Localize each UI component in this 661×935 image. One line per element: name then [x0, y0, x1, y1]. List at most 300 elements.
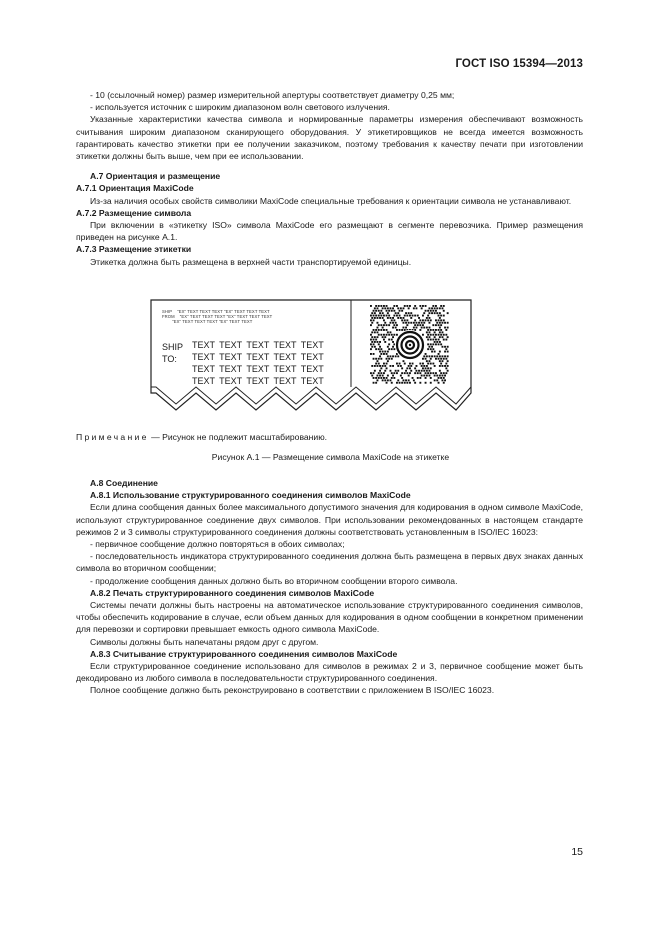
maxicode-module — [399, 315, 401, 317]
maxicode-module — [396, 334, 398, 336]
maxicode-module — [378, 310, 380, 312]
maxicode-module — [386, 324, 388, 326]
maxicode-module — [404, 329, 406, 331]
maxicode-module — [371, 331, 373, 333]
maxicode-module — [445, 363, 447, 365]
text-row-2: TEXT TEXT TEXT TEXT TEXT — [192, 352, 324, 362]
maxicode-module — [391, 377, 393, 379]
maxicode-module — [393, 348, 395, 350]
maxicode-module — [384, 336, 386, 338]
maxicode-module — [429, 331, 431, 333]
maxicode-module — [425, 367, 427, 369]
maxicode-module — [429, 327, 431, 329]
maxicode-module — [391, 310, 393, 312]
maxicode-module — [392, 336, 394, 338]
figure-caption: Рисунок А.1 — Размещение символа MaxiCode на этикетке — [211, 452, 450, 462]
maxicode-module — [404, 315, 406, 317]
maxicode-module — [439, 312, 441, 314]
maxicode-module — [387, 312, 389, 314]
maxicode-module — [403, 379, 405, 381]
maxicode-module — [386, 353, 388, 355]
maxicode-module — [375, 348, 377, 350]
maxicode-module — [447, 346, 449, 348]
maxicode-module — [438, 319, 440, 321]
maxicode-module — [422, 305, 424, 307]
maxicode-module — [378, 324, 380, 326]
maxicode-module — [418, 317, 420, 319]
maxicode-module — [408, 375, 410, 377]
maxicode-module — [399, 329, 401, 331]
maxicode-module — [377, 307, 379, 309]
maxicode-module — [436, 355, 438, 357]
maxicode-module — [431, 312, 433, 314]
paragraph-a71: Из-за наличия особых свойств символики MaxiCode специальные требования к ориентации символа не устанавливают. — [90, 195, 572, 206]
maxicode-module — [396, 372, 398, 374]
maxicode-module — [432, 334, 434, 336]
heading-a83: А.8.3 Считывание структурированного соединения символов MaxiCode — [90, 648, 398, 659]
maxicode-module — [386, 367, 388, 369]
page-number: 15 — [571, 846, 583, 858]
maxicode-module — [401, 329, 403, 331]
maxicode-module — [429, 317, 431, 319]
maxicode-module — [384, 341, 386, 343]
maxicode-module — [430, 339, 432, 341]
maxicode-module — [391, 358, 393, 360]
maxicode-module — [432, 363, 434, 365]
maxicode-module — [403, 360, 405, 362]
maxicode-module — [406, 372, 408, 374]
maxicode-module — [392, 322, 394, 324]
maxicode-module — [435, 372, 437, 374]
maxicode-module — [380, 358, 382, 360]
maxicode-module — [444, 346, 446, 348]
maxicode-module — [412, 315, 414, 317]
maxicode-module — [392, 341, 394, 343]
maxicode-module — [395, 322, 397, 324]
maxicode-module — [383, 377, 385, 379]
maxicode-module — [421, 307, 423, 309]
maxicode-module — [425, 305, 427, 307]
maxicode-module — [426, 370, 428, 372]
maxicode-module — [377, 327, 379, 329]
maxicode-module — [388, 334, 390, 336]
maxicode-module — [378, 377, 380, 379]
maxicode-module — [377, 336, 379, 338]
maxicode-module — [397, 370, 399, 372]
intro-paragraph: Указанные характеристики качества символа и нормированные параметры измерения обеспечивают возможность считывания широким диапазоном сканирующего оборудования. У этикетировщиков не всегда имеется возможность гарантировать качество этикетки при ее получении заказчиком, поэтому требования к качеству печати при изготовлении этикетки должны быть выше, чем при ее использовании. — [76, 114, 583, 162]
maxicode-module — [422, 319, 424, 321]
maxicode-module — [397, 379, 399, 381]
maxicode-module — [435, 358, 437, 360]
maxicode-module — [384, 379, 386, 381]
maxicode-module — [440, 343, 442, 345]
maxicode-module — [400, 375, 402, 377]
maxicode-module — [431, 346, 433, 348]
maxicode-module — [371, 336, 373, 338]
maxicode-module — [430, 310, 432, 312]
maxicode-module — [435, 319, 437, 321]
ship-to-text-block — [192, 339, 324, 387]
maxicode-module — [439, 375, 441, 377]
maxicode-module — [435, 343, 437, 345]
maxicode-module — [414, 329, 416, 331]
maxicode-module — [426, 327, 428, 329]
maxicode-module — [380, 324, 382, 326]
maxicode-module — [373, 339, 375, 341]
maxicode-module — [413, 379, 415, 381]
maxicode-module — [373, 310, 375, 312]
maxicode-module — [390, 317, 392, 319]
maxicode-module — [383, 329, 385, 331]
maxicode-module — [444, 379, 446, 381]
maxicode-module — [370, 343, 372, 345]
maxicode-module — [382, 375, 384, 377]
maxicode-module — [395, 370, 397, 372]
maxicode-module — [436, 341, 438, 343]
maxicode-module — [379, 341, 381, 343]
maxicode-module — [391, 334, 393, 336]
maxicode-module — [379, 355, 381, 357]
maxicode-module — [373, 315, 375, 317]
maxicode-module — [388, 358, 390, 360]
maxicode-module — [425, 310, 427, 312]
maxicode-module — [401, 377, 403, 379]
maxicode-module — [393, 377, 395, 379]
maxicode-module — [447, 322, 449, 324]
maxicode-module — [430, 377, 432, 379]
maxicode-module — [440, 377, 442, 379]
maxicode-module — [393, 319, 395, 321]
maxicode-module — [436, 379, 438, 381]
text-row-3: TEXT TEXT TEXT TEXT TEXT — [192, 364, 324, 374]
maxicode-module — [390, 365, 392, 367]
maxicode-module — [400, 307, 402, 309]
maxicode-module — [405, 322, 407, 324]
a81-bullet-1: - первичное сообщение должно повторяться в обоих символах; — [90, 539, 345, 550]
maxicode-module — [370, 334, 372, 336]
maxicode-module — [414, 367, 416, 369]
maxicode-module — [410, 370, 412, 372]
maxicode-module — [401, 319, 403, 321]
maxicode-module — [413, 322, 415, 324]
maxicode-module — [370, 319, 372, 321]
maxicode-module — [409, 382, 411, 384]
maxicode-module — [425, 372, 427, 374]
maxicode-module — [439, 327, 441, 329]
maxicode-module — [430, 382, 432, 384]
maxicode-module — [425, 353, 427, 355]
maxicode-module — [375, 358, 377, 360]
maxicode-module — [432, 348, 434, 350]
maxicode-module — [408, 379, 410, 381]
maxicode-module — [430, 319, 432, 321]
maxicode-module — [374, 331, 376, 333]
maxicode-module — [438, 353, 440, 355]
maxicode-module — [445, 339, 447, 341]
maxicode-module — [421, 375, 423, 377]
maxicode-module — [426, 331, 428, 333]
maxicode-module — [374, 307, 376, 309]
maxicode-module — [371, 365, 373, 367]
maxicode-module — [393, 334, 395, 336]
maxicode-module — [429, 312, 431, 314]
maxicode-module — [409, 372, 411, 374]
maxicode-module — [390, 379, 392, 381]
maxicode-module — [375, 382, 377, 384]
maxicode-module — [427, 339, 429, 341]
maxicode-module — [390, 355, 392, 357]
maxicode-module — [403, 327, 405, 329]
maxicode-module — [377, 317, 379, 319]
maxicode-module — [442, 336, 444, 338]
text-row-4: TEXT TEXT TEXT TEXT TEXT — [192, 376, 324, 386]
maxicode-module — [405, 370, 407, 372]
maxicode-module — [440, 315, 442, 317]
maxicode-module — [384, 351, 386, 353]
maxicode-module — [431, 351, 433, 353]
maxicode-module — [432, 329, 434, 331]
maxicode-module — [392, 355, 394, 357]
maxicode-module — [423, 365, 425, 367]
maxicode-module — [414, 382, 416, 384]
maxicode-module — [371, 341, 373, 343]
maxicode-module — [444, 327, 446, 329]
maxicode-module — [388, 339, 390, 341]
maxicode-module — [390, 370, 392, 372]
maxicode-module — [391, 348, 393, 350]
maxicode-module — [396, 363, 398, 365]
maxicode-module — [406, 315, 408, 317]
maxicode-module — [445, 372, 447, 374]
maxicode-module — [370, 372, 372, 374]
maxicode-module — [426, 365, 428, 367]
maxicode-module — [414, 305, 416, 307]
maxicode-module — [371, 375, 373, 377]
maxicode-module — [421, 322, 423, 324]
ship-from-line-3: "EX" TEXT TEXT TEXT "EX" TEXT TEXT — [162, 319, 253, 324]
maxicode-module — [391, 339, 393, 341]
maxicode-module — [386, 358, 388, 360]
ship-to-label — [162, 341, 183, 365]
maxicode-module — [380, 353, 382, 355]
maxicode-module — [443, 334, 445, 336]
maxicode-module — [425, 377, 427, 379]
maxicode-module — [426, 360, 428, 362]
maxicode-module — [379, 370, 381, 372]
maxicode-module — [434, 379, 436, 381]
maxicode-module — [382, 312, 384, 314]
maxicode-module — [396, 315, 398, 317]
maxicode-module — [380, 329, 382, 331]
maxicode-module — [430, 358, 432, 360]
maxicode-module — [435, 310, 437, 312]
maxicode-module — [382, 317, 384, 319]
maxicode-module — [386, 363, 388, 365]
maxicode-module — [425, 319, 427, 321]
maxicode-module — [379, 312, 381, 314]
maxicode-module — [442, 375, 444, 377]
maxicode-module — [379, 375, 381, 377]
maxicode-module — [435, 324, 437, 326]
paragraph-a82-2: Символы должны быть напечатаны рядом друг с другом. — [90, 636, 319, 647]
maxicode-module — [395, 327, 397, 329]
section-a8-content — [76, 477, 583, 697]
note-text: — Рисунок не подлежит масштабированию. — [148, 432, 328, 442]
maxicode-module — [374, 365, 376, 367]
maxicode-module — [413, 327, 415, 329]
maxicode-module — [380, 315, 382, 317]
intro-bullet-2: - используется источник с широким диапазоном волн светового излучения. — [90, 102, 390, 113]
maxicode-module — [438, 343, 440, 345]
maxicode-module — [384, 365, 386, 367]
maxicode-module — [440, 324, 442, 326]
maxicode-module — [427, 372, 429, 374]
maxicode-module — [421, 370, 423, 372]
maxicode-module — [422, 324, 424, 326]
maxicode-module — [419, 329, 421, 331]
maxicode-module — [388, 324, 390, 326]
maxicode-module — [414, 372, 416, 374]
maxicode-module — [371, 317, 373, 319]
maxicode-module — [373, 382, 375, 384]
maxicode-module — [443, 382, 445, 384]
maxicode-module — [379, 346, 381, 348]
maxicode-module — [435, 329, 437, 331]
maxicode-symbol — [369, 304, 451, 386]
maxicode-module — [440, 305, 442, 307]
maxicode-module — [442, 379, 444, 381]
maxicode-module — [397, 307, 399, 309]
maxicode-module — [382, 307, 384, 309]
maxicode-module — [434, 331, 436, 333]
maxicode-module — [375, 363, 377, 365]
paragraph-a82: Системы печати должны быть настроены на автоматическое использование структурированного соединения символов, чтобы обеспечить кодирование в случае, если объем данных для кодирования в одном сообщении в конкретном применении для перевозки и сортировки превышает емкость одного символа MaxiCode. — [76, 600, 583, 635]
maxicode-module — [429, 370, 431, 372]
maxicode-module — [400, 365, 402, 367]
maxicode-module — [423, 322, 425, 324]
maxicode-module — [427, 319, 429, 321]
maxicode-module — [377, 379, 379, 381]
maxicode-module — [390, 331, 392, 333]
maxicode-module — [409, 305, 411, 307]
heading-a71-text: А.7.1 Ориентация MaxiCode — [76, 183, 194, 194]
maxicode-module — [380, 334, 382, 336]
maxicode-module — [421, 365, 423, 367]
maxicode-module — [426, 317, 428, 319]
maxicode-module — [396, 382, 398, 384]
maxicode-module — [387, 360, 389, 362]
maxicode-module — [387, 379, 389, 381]
maxicode-module — [434, 336, 436, 338]
maxicode-module — [373, 319, 375, 321]
maxicode-module — [371, 322, 373, 324]
maxicode-module — [384, 322, 386, 324]
maxicode-module — [425, 358, 427, 360]
maxicode-module — [392, 375, 394, 377]
maxicode-module — [373, 329, 375, 331]
maxicode-module — [393, 305, 395, 307]
maxicode-module — [447, 351, 449, 353]
maxicode-module — [371, 312, 373, 314]
maxicode-module — [378, 348, 380, 350]
maxicode-module — [434, 375, 436, 377]
maxicode-module — [416, 365, 418, 367]
maxicode-module — [447, 370, 449, 372]
maxicode-module — [439, 331, 441, 333]
maxicode-module — [419, 319, 421, 321]
maxicode-module — [419, 377, 421, 379]
maxicode-module — [429, 346, 431, 348]
maxicode-module — [378, 329, 380, 331]
maxicode-module — [403, 317, 405, 319]
maxicode-module — [393, 315, 395, 317]
maxicode-module — [434, 355, 436, 357]
maxicode-module — [440, 363, 442, 365]
ship-to-label-line-2: TO: — [162, 354, 177, 364]
maxicode-module — [382, 327, 384, 329]
maxicode-module — [443, 377, 445, 379]
maxicode-module — [404, 382, 406, 384]
heading-a72 — [76, 207, 583, 219]
figure-label-drawing — [150, 298, 472, 420]
maxicode-module — [443, 315, 445, 317]
maxicode-module — [442, 360, 444, 362]
maxicode-module — [416, 327, 418, 329]
maxicode-module — [427, 367, 429, 369]
maxicode-module — [419, 324, 421, 326]
maxicode-module — [445, 329, 447, 331]
maxicode-module — [374, 312, 376, 314]
maxicode-module — [430, 343, 432, 345]
maxicode-module — [430, 367, 432, 369]
heading-a82: А.8.2 Печать структурированного соединения символов MaxiCode — [90, 587, 375, 598]
maxicode-module — [435, 339, 437, 341]
maxicode-module — [427, 363, 429, 365]
maxicode-module — [430, 329, 432, 331]
maxicode-module — [439, 365, 441, 367]
maxicode-module — [417, 324, 419, 326]
maxicode-module — [419, 363, 421, 365]
maxicode-module — [379, 317, 381, 319]
maxicode-module — [374, 336, 376, 338]
maxicode-module — [404, 319, 406, 321]
maxicode-module — [387, 307, 389, 309]
maxicode-module — [375, 339, 377, 341]
maxicode-module — [423, 355, 425, 357]
maxicode-module — [442, 355, 444, 357]
maxicode-module — [443, 358, 445, 360]
maxicode-module — [392, 307, 394, 309]
maxicode-module — [401, 367, 403, 369]
maxicode-module — [429, 336, 431, 338]
maxicode-module — [397, 312, 399, 314]
maxicode-module — [395, 355, 397, 357]
maxicode-module — [410, 322, 412, 324]
maxicode-module — [430, 372, 432, 374]
a81-bullet-3: - продолжение сообщения данных должно быть во вторичном сообщении второго символа. — [90, 575, 458, 586]
ship-from-line-2: FROM "EX" TEXT TEXT TEXT "EX" TEXT TEXT TEXT — [162, 314, 273, 319]
maxicode-module — [408, 312, 410, 314]
maxicode-module — [380, 372, 382, 374]
maxicode-module — [442, 307, 444, 309]
maxicode-module — [423, 312, 425, 314]
maxicode-module — [430, 363, 432, 365]
paragraph-a83: Если структурированное соединение использовано для символов в режимах 2 и 3, первичное сообщение может быть декодировано из любого символа в последовательности структурированного соединения. — [76, 661, 583, 684]
maxicode-module — [443, 372, 445, 374]
maxicode-module — [439, 351, 441, 353]
maxicode-module — [438, 324, 440, 326]
maxicode-module — [387, 355, 389, 357]
